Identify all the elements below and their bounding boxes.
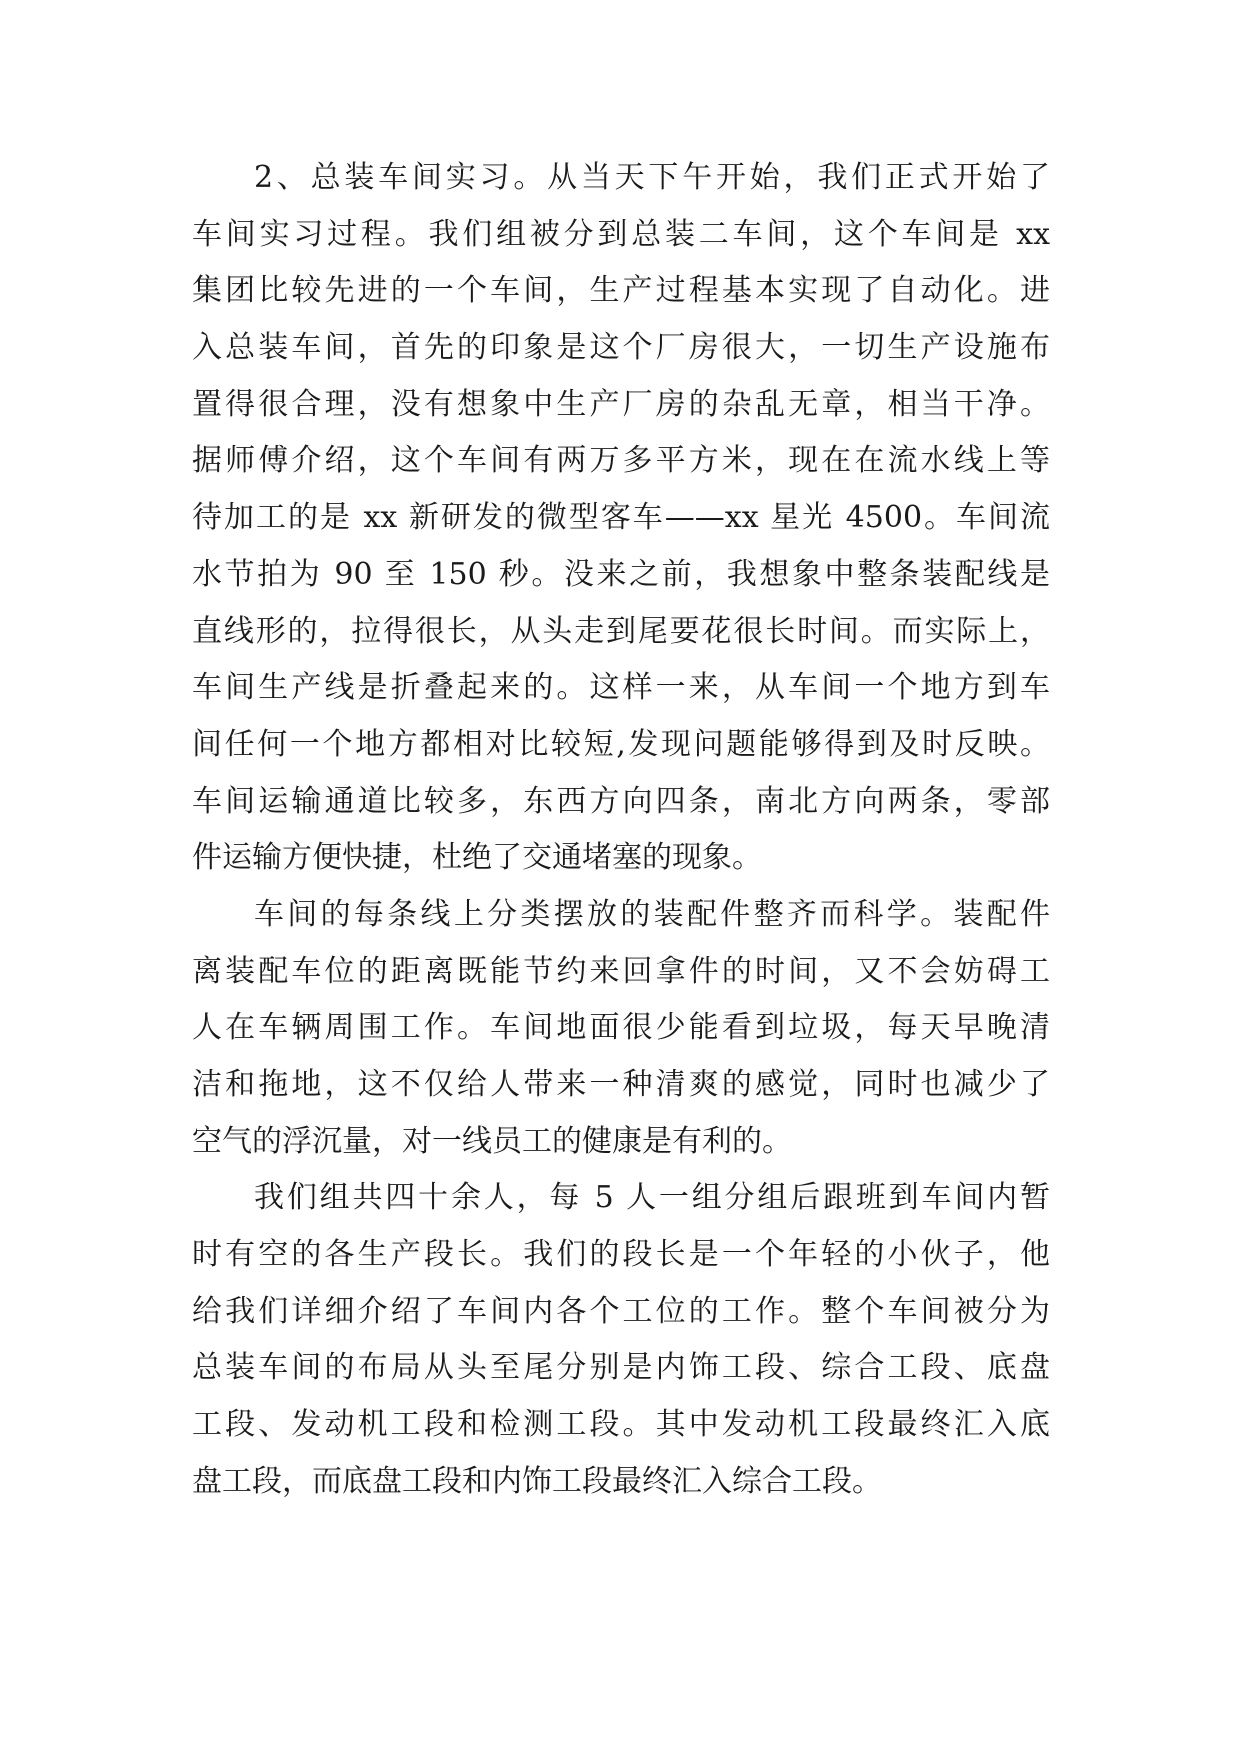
text-line: 工段、发动机工段和检测工段。其中发动机工段最终汇入底 [192,1407,1050,1443]
text-line: 置得很合理，没有想象中生产厂房的杂乱无章，相当干净。 [192,386,1050,422]
text-line: 2、总装车间实习。从当天下午开始，我们正式开始了 [254,160,1050,195]
text-line: 车间实习过程。我们组被分到总装二车间，这个车间是 xx [192,216,1050,252]
text-line: 车间运输通道比较多，东西方向四条，南北方向两条，零部 [192,783,1050,819]
text-line: 人在车辆周围工作。车间地面很少能看到垃圾，每天早晚清 [192,1010,1050,1046]
text-line: 空气的浮沉量，对一线员工的健康是有利的。 [192,1123,792,1159]
text-line: 水节拍为 90 至 150 秒。没来之前，我想象中整条装配线是 [192,556,1050,592]
paragraph-group-sections [192,1170,1050,1510]
text-line: 时有空的各生产段长。我们的段长是一个年轻的小伙子，他 [192,1237,1050,1273]
text-line: 据师傅介绍，这个车间有两万多平方米，现在在流水线上等 [192,443,1050,479]
paragraph-assembly-workshop [192,150,1050,887]
text-line: 离装配车位的距离既能节约来回拿件的时间，又不会妨碍工 [192,953,1050,989]
document-body [192,150,1050,1511]
text-line: 间任何一个地方都相对比较短,发现问题能够得到及时反映。 [192,726,1050,762]
text-line: 集团比较先进的一个车间，生产过程基本实现了自动化。进 [192,273,1050,309]
text-line: 盘工段，而底盘工段和内饰工段最终汇入综合工段。 [192,1463,882,1499]
text-line: 车间的每条线上分类摆放的装配件整齐而科学。装配件 [254,896,1050,932]
paragraph-parts-layout [192,887,1050,1170]
text-line: 洁和拖地，这不仅给人带来一种清爽的感觉，同时也减少了 [192,1067,1050,1102]
text-line: 直线形的，拉得很长，从头走到尾要花很长时间。而实际上， [192,613,1050,649]
text-line: 待加工的是 xx 新研发的微型客车——xx 星光 4500。车间流 [192,500,1050,536]
text-line: 总装车间的布局从头至尾分别是内饰工段、综合工段、底盘 [192,1350,1050,1386]
text-line: 我们组共四十余人，每 5 人一组分组后跟班到车间内暂 [254,1180,1050,1216]
text-line: 件运输方便快捷，杜绝了交通堵塞的现象。 [192,840,762,876]
text-line: 给我们详细介绍了车间内各个工位的工作。整个车间被分为 [192,1293,1050,1329]
text-line: 车间生产线是折叠起来的。这样一来，从车间一个地方到车 [192,670,1050,706]
text-line: 入总装车间，首先的印象是这个厂房很大，一切生产设施布 [192,330,1050,366]
